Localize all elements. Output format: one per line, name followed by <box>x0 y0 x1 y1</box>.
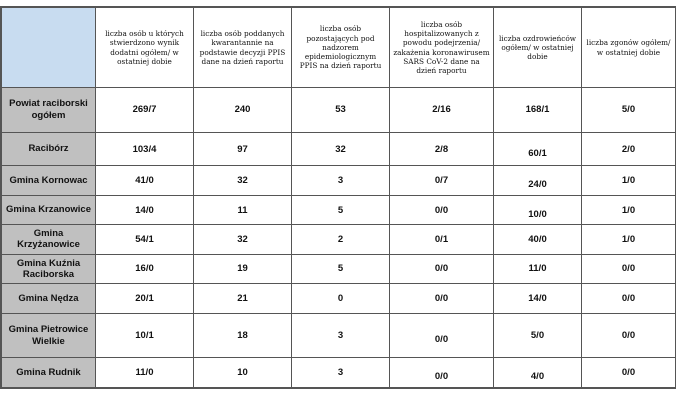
row-header-cell: Gmina Krzanowice <box>2 195 96 224</box>
table-cell: 20/1 <box>96 284 194 313</box>
table-cell: 10/0 <box>494 195 582 224</box>
statistics-table-container <box>0 6 676 389</box>
table-cell: 0/0 <box>390 358 494 388</box>
header-surveillance: liczba osób pozostających pod nadzorem epidemiologicznym PPIS na dzień raportu <box>292 8 390 88</box>
header-quarantine: liczba osób poddanych kwarantannie na podstawie decyzji PPIS dane na dzień raportu <box>194 8 292 88</box>
table-cell: 103/4 <box>96 132 194 166</box>
table-cell: 32 <box>194 225 292 254</box>
corner-header-cell <box>2 8 96 88</box>
table-row <box>2 254 676 283</box>
table-cell: 3 <box>292 358 390 388</box>
table-cell: 0 <box>292 284 390 313</box>
table-cell: 5/0 <box>494 313 582 358</box>
table-cell: 2 <box>292 225 390 254</box>
row-header-cell: Gmina Nędza <box>2 284 96 313</box>
table-cell: 5/0 <box>582 88 676 133</box>
row-header-cell: Gmina Krzyżanowice <box>2 225 96 254</box>
table-cell: 2/16 <box>390 88 494 133</box>
table-cell: 19 <box>194 254 292 283</box>
table-cell: 0/0 <box>390 313 494 358</box>
table-cell: 18 <box>194 313 292 358</box>
table-cell: 11 <box>194 195 292 224</box>
table-cell: 0/1 <box>390 225 494 254</box>
table-cell: 2/0 <box>582 132 676 166</box>
table-row <box>2 132 676 166</box>
table-row <box>2 166 676 195</box>
table-cell: 5 <box>292 195 390 224</box>
header-recovered: liczba ozdrowieńców ogółem/ w ostatniej dobie <box>494 8 582 88</box>
row-header-cell: Gmina Kornowac <box>2 166 96 195</box>
table-cell: 0/0 <box>390 195 494 224</box>
table-cell: 0/0 <box>582 254 676 283</box>
table-cell: 0/0 <box>390 254 494 283</box>
table-cell: 1/0 <box>582 225 676 254</box>
table-cell: 10/1 <box>96 313 194 358</box>
table-cell: 0/7 <box>390 166 494 195</box>
table-cell: 0/0 <box>582 358 676 388</box>
row-header-cell: Gmina Rudnik <box>2 358 96 388</box>
table-cell: 168/1 <box>494 88 582 133</box>
table-row <box>2 313 676 358</box>
covid-statistics-table <box>1 7 676 388</box>
row-header-cell: Gmina Kuźnia Raciborska <box>2 254 96 283</box>
table-cell: 14/0 <box>96 195 194 224</box>
table-cell: 3 <box>292 313 390 358</box>
table-cell: 0/0 <box>390 284 494 313</box>
header-row <box>2 8 676 88</box>
table-cell: 11/0 <box>96 358 194 388</box>
table-cell: 4/0 <box>494 358 582 388</box>
table-row <box>2 195 676 224</box>
row-header-cell: Powiat raciborski ogółem <box>2 88 96 133</box>
table-row <box>2 358 676 388</box>
header-positive-cases: liczba osób u których stwierdzono wynik dodatni ogółem/ w ostatniej dobie <box>96 8 194 88</box>
table-cell: 240 <box>194 88 292 133</box>
table-cell: 54/1 <box>96 225 194 254</box>
table-cell: 97 <box>194 132 292 166</box>
row-header-cell: Racibórz <box>2 132 96 166</box>
table-cell: 3 <box>292 166 390 195</box>
table-cell: 53 <box>292 88 390 133</box>
table-cell: 24/0 <box>494 166 582 195</box>
table-cell: 16/0 <box>96 254 194 283</box>
table-cell: 1/0 <box>582 195 676 224</box>
table-cell: 269/7 <box>96 88 194 133</box>
table-cell: 0/0 <box>582 313 676 358</box>
table-cell: 5 <box>292 254 390 283</box>
table-cell: 10 <box>194 358 292 388</box>
header-hospitalized: liczba osób hospitalizowanych z powodu podejrzenia/ zakażenia koronawirusem SARS CoV-2 dane na dzień raportu <box>390 8 494 88</box>
table-cell: 60/1 <box>494 132 582 166</box>
table-row <box>2 225 676 254</box>
table-cell: 41/0 <box>96 166 194 195</box>
table-cell: 14/0 <box>494 284 582 313</box>
table-cell: 32 <box>194 166 292 195</box>
table-cell: 21 <box>194 284 292 313</box>
table-cell: 32 <box>292 132 390 166</box>
table-row <box>2 88 676 133</box>
table-cell: 11/0 <box>494 254 582 283</box>
table-cell: 2/8 <box>390 132 494 166</box>
row-header-cell: Gmina Pietrowice Wielkie <box>2 313 96 358</box>
table-row <box>2 284 676 313</box>
table-cell: 0/0 <box>582 284 676 313</box>
header-deaths: liczba zgonów ogółem/ w ostatniej dobie <box>582 8 676 88</box>
table-cell: 1/0 <box>582 166 676 195</box>
table-cell: 40/0 <box>494 225 582 254</box>
